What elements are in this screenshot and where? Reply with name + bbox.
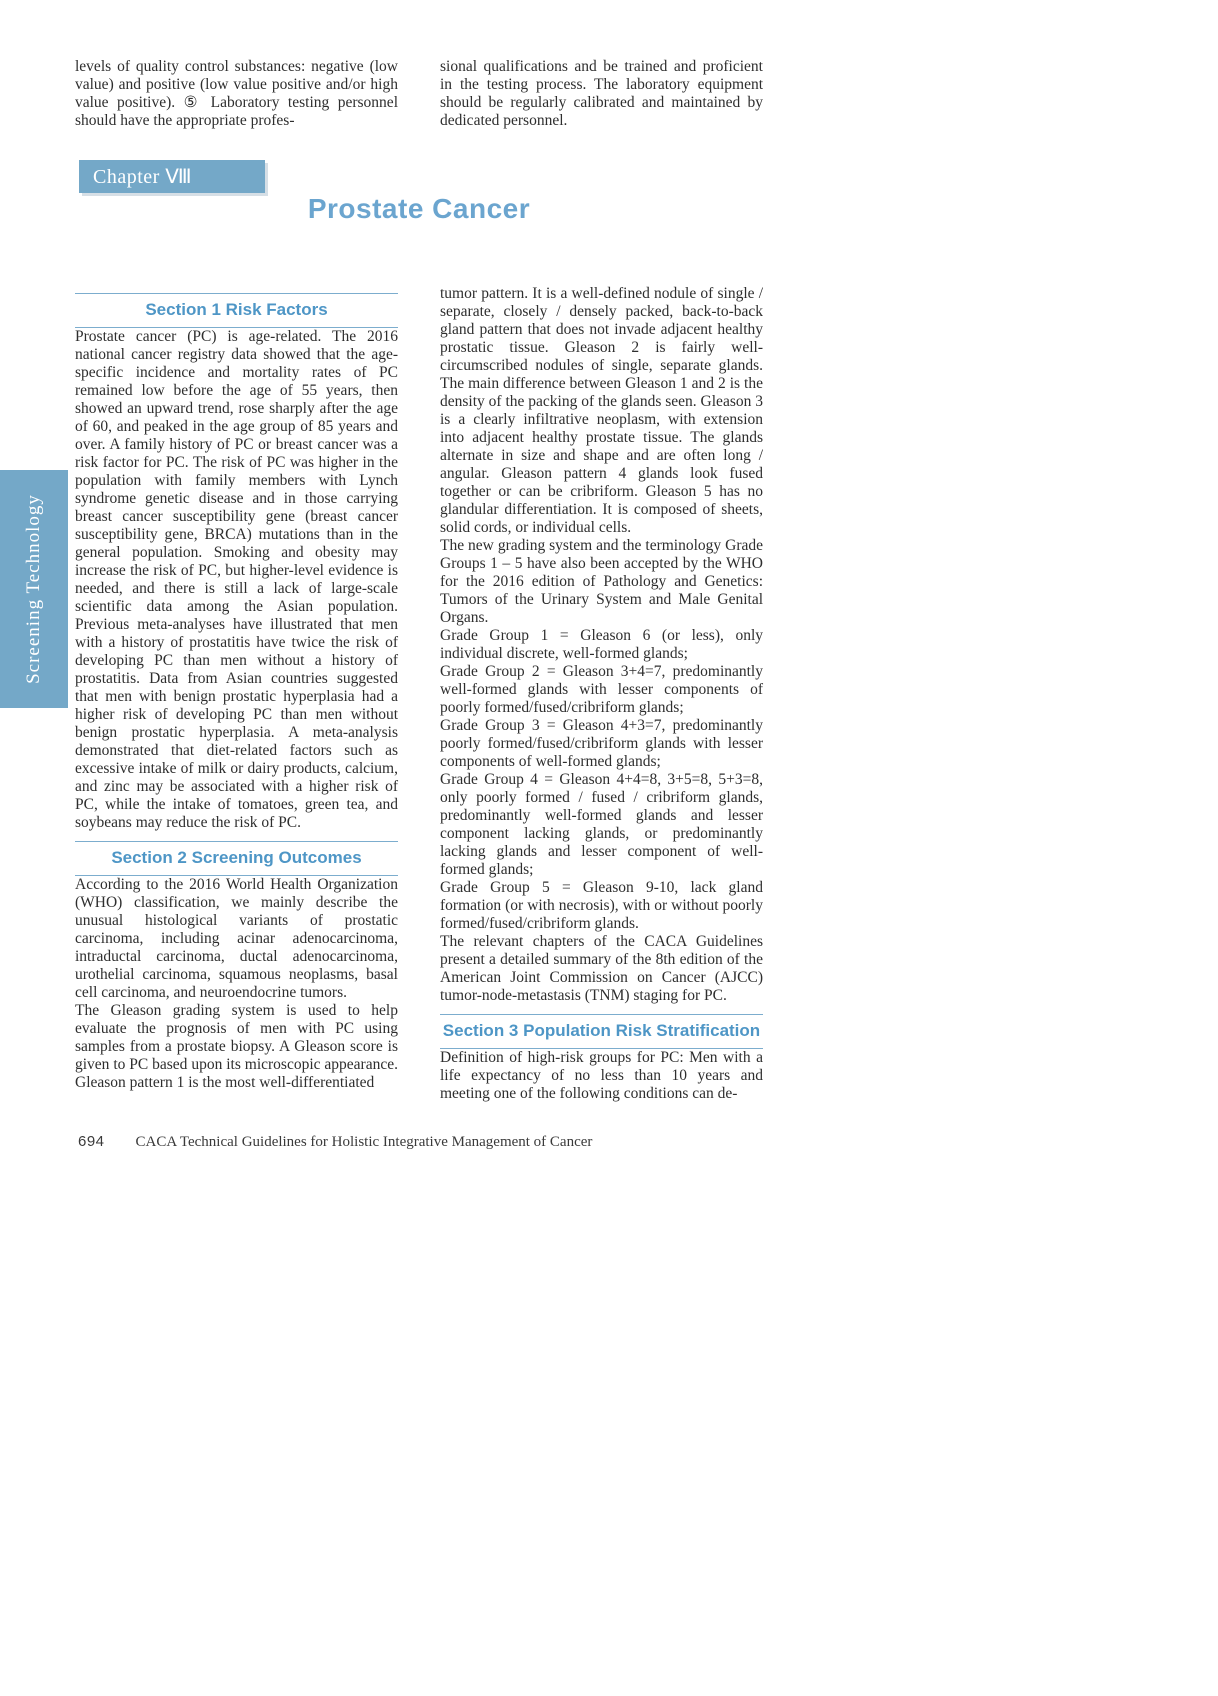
footer-page-number: 694: [78, 1133, 105, 1150]
body-paragraph: Grade Group 4 = Gleason 4+4=8, 3+5=8, 5+3=8, only poorly formed / fused / cribriform glands, predominantly well-formed glands and lesser component lacking glands, or predominantly lacking glands and lesser component of well-formed glands;: [440, 771, 763, 878]
body-paragraph: The Gleason grading system is used to help evaluate the prognosis of men with PC using samples from a prostate biopsy. A Gleason score is given to PC based upon its microscopic appearance. Gleason pattern 1 is the most well-differentiated: [75, 1002, 398, 1091]
chapter-banner-label: Chapter Ⅷ: [93, 166, 193, 188]
body-paragraph: levels of quality control substances: negative (low value) and positive (low value positive and/or high value positive). ⑤ Laboratory testing personnel should have the appropriate profes-: [75, 58, 398, 129]
top-left-column: [75, 58, 398, 130]
top-continuation-columns: [75, 58, 763, 130]
footer-book-title: CACA Technical Guidelines for Holistic Integrative Management of Cancer: [135, 1134, 593, 1150]
body-paragraph: Grade Group 2 = Gleason 3+4=7, predominantly well-formed glands with lesser components of poorly formed/fused/cribriform glands;: [440, 663, 763, 716]
main-columns: [75, 285, 763, 1103]
body-paragraph: sional qualifications and be trained and proficient in the testing process. The laboratory equipment should be regularly calibrated and maintained by dedicated personnel.: [440, 58, 763, 129]
chapter-side-tab: [0, 470, 68, 708]
body-paragraph: Definition of high-risk groups for PC: Men with a life expectancy of no less than 10 years and meeting one of the following conditions can de-: [440, 1049, 763, 1102]
section-3-heading: Section 3 Population Risk Stratification: [440, 1014, 763, 1049]
section-2-heading: Section 2 Screening Outcomes: [75, 841, 398, 876]
chapter-banner: [79, 160, 265, 193]
page-footer: [78, 1133, 978, 1151]
body-paragraph: Grade Group 3 = Gleason 4+3=7, predominantly poorly formed/fused/cribriform glands with lesser components of well-formed glands;: [440, 717, 763, 770]
side-tab-label: Screening Technology: [23, 494, 44, 684]
body-paragraph: tumor pattern. It is a well-defined nodule of single / separate, closely / densely packed, back-to-back gland pattern that does not invade adjacent healthy prostatic tissue. Gleason 2 is fairly well-circumscribed nodules of single, separate glands. The main difference between Gleason 1 and 2 is the density of the packing of the glands seen. Gleason 3 is a clearly infiltrative neoplasm, with extension into adjacent healthy prostate tissue. The glands alternate in size and shape and are often long / angular. Gleason pattern 4 glands look fused together or can be cribriform. Gleason 5 has no glandular differentiation. It is composed of sheets, solid cords, or individual cells.: [440, 285, 763, 536]
body-paragraph: According to the 2016 World Health Organization (WHO) classification, we mainly describe the unusual histological variants of prostatic carcinoma, including acinar adenocarcinoma, intraductal carcinoma, ductal adenocarcinoma, urothelial carcinoma, squamous neoplasms, basal cell carcinoma, and neuroendocrine tumors.: [75, 876, 398, 1001]
body-paragraph: Grade Group 1 = Gleason 6 (or less), only individual discrete, well-formed glands;: [440, 627, 763, 662]
body-paragraph: The new grading system and the terminology Grade Groups 1 – 5 have also been accepted by the WHO for the 2016 edition of Pathology and Genetics: Tumors of the Urinary System and Male Genital Organs.: [440, 537, 763, 626]
top-right-column: [440, 58, 763, 130]
left-column: [75, 285, 398, 1103]
section-1-heading: Section 1 Risk Factors: [75, 293, 398, 328]
page-title: Prostate Cancer: [307, 193, 531, 224]
body-paragraph: Prostate cancer (PC) is age-related. The 2016 national cancer registry data showed that the age-specific incidence and mortality rates of PC remained low before the age of 55 years, then showed an upward trend, rose sharply after the age of 60, and peaked in the age group of 85 years and over. A family history of PC or breast cancer was a risk factor for PC. The risk of PC was higher in the population with family members with Lynch syndrome genetic disease and in those carrying breast cancer susceptibility gene (breast cancer susceptibility gene, BRCA) mutations than in the general population. Smoking and obesity may increase the risk of PC, but higher-level evidence is needed, and there is still a lack of large-scale scientific data among the Asian population. Previous meta-analyses have illustrated that men with a history of prostatitis have twice the risk of developing PC than men without a history of prostatitis. Data from Asian countries suggested that men with benign prostatic hyperplasia had a higher risk of developing PC than men without benign prostatic hyperplasia. A meta-analysis demonstrated that diet-related factors such as excessive intake of milk or dairy products, calcium, and zinc may be associated with a higher risk of PC, while the intake of tomatoes, green tea, and soybeans may reduce the risk of PC.: [75, 328, 398, 831]
right-column: [440, 285, 763, 1103]
body-paragraph: The relevant chapters of the CACA Guidelines present a detailed summary of the 8th edition of the American Joint Commission on Cancer (AJCC) tumor-node-metastasis (TNM) staging for PC.: [440, 933, 763, 1004]
body-paragraph: Grade Group 5 = Gleason 9-10, lack gland formation (or with necrosis), with or without poorly formed/fused/cribriform glands.: [440, 879, 763, 932]
